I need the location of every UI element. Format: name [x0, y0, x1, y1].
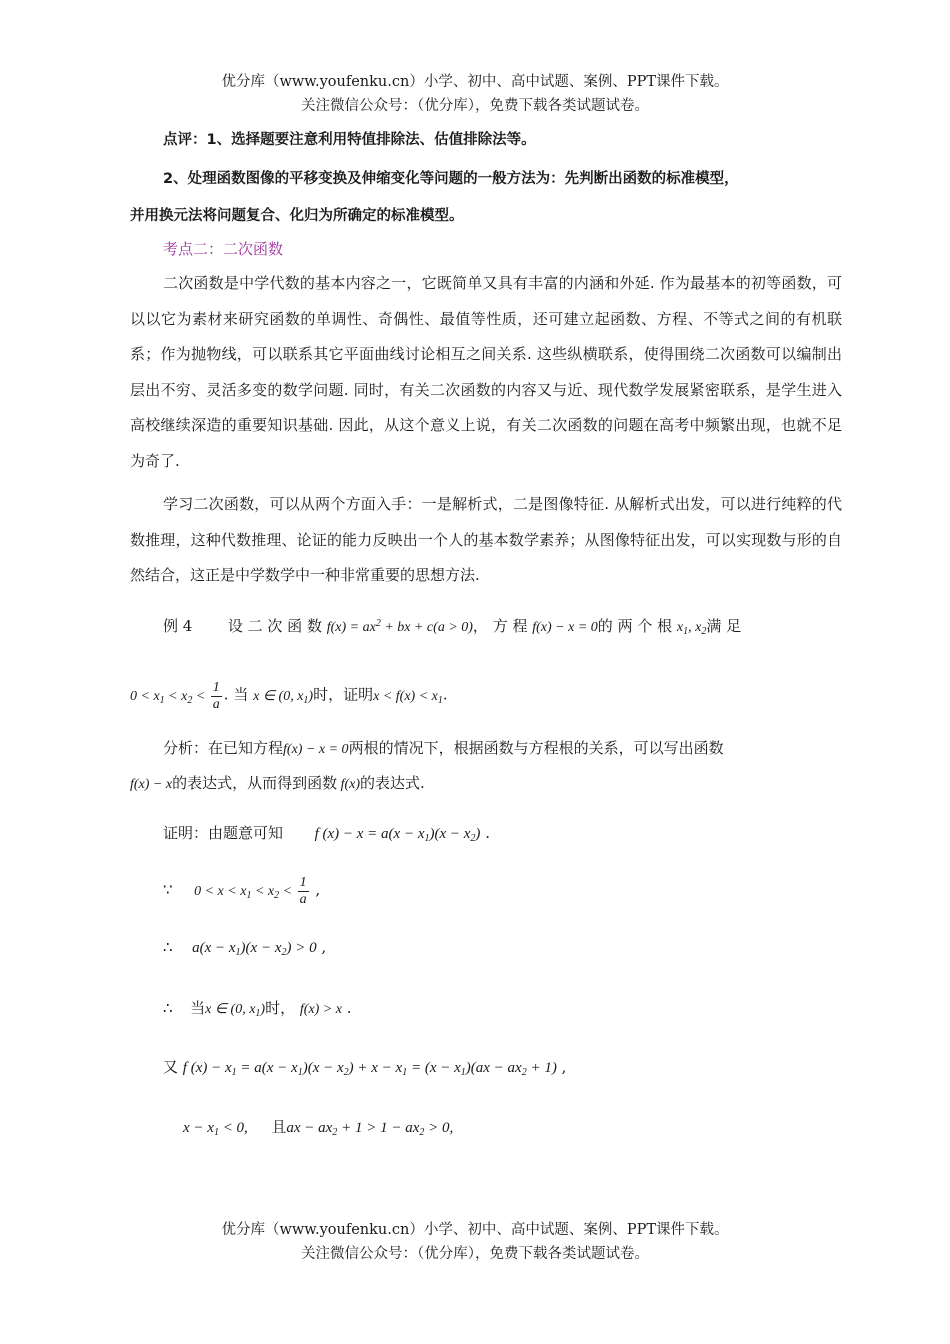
- analysis-prefix: 分析：在已知方程: [163, 739, 284, 757]
- proof-you: 又: [163, 1058, 179, 1076]
- proof-line-2: ∵ $0 < x < x_1 < x_2$ < $\frac{1}{a}$ ,: [163, 875, 321, 907]
- proof-intro: 证明：由题意可知: [163, 824, 284, 842]
- example-text-4: 满 足: [706, 617, 742, 635]
- proof-qie: 且: [271, 1118, 287, 1136]
- proof-formula-6a: $x - x_1 < 0$,: [183, 1120, 248, 1138]
- comment-line-3: 并用换元法将问题复合、化归为所确定的标准模型。: [130, 208, 464, 224]
- example-equation-formula: f(x) − x = 0: [532, 620, 598, 635]
- footer-line-2: 关注微信公众号：（优分库），免费下载各类试题试卷。: [301, 1246, 649, 1262]
- analysis-line-1: [163, 737, 724, 758]
- example-text-2: ， 方 程: [472, 617, 528, 635]
- proof-shi: 时，: [265, 999, 296, 1017]
- example-label: 例 4: [163, 617, 193, 635]
- section-title: 考点二：二次函数: [163, 240, 284, 258]
- proof-line-1: 证明：由题意可知 f $(x) - x = a(x - x_1)(x - x_2)$ .: [163, 824, 490, 844]
- example-line-2: [130, 680, 448, 713]
- analysis-middle: 两根的情况下，根据函数与方程根的关系，可以写出函数: [348, 739, 724, 757]
- analysis-line-2: [130, 772, 425, 793]
- proof-line-6: [183, 1116, 453, 1138]
- example-text-7: .: [442, 685, 448, 704]
- analysis-equation-formula: f(x) − x = 0: [283, 742, 349, 757]
- proof-formula-2: $0 < x < x_1 < x_2$ < $\frac{1}{a}$: [194, 875, 307, 907]
- therefore-symbol-1: ∴: [163, 938, 173, 956]
- comment-line-1: 点评：1、选择题要注意利用特值排除法、估值排除法等。: [163, 132, 536, 148]
- example-condition-formula: $0 < x_1 < x_2$ < $\frac{1}{a}$: [130, 680, 220, 712]
- comment-line-2: 2、处理函数图像的平移变换及伸缩变化等问题的一般方法为：先判断出函数的标准模型，: [163, 171, 739, 187]
- proof-line-3: ∴ $a(x - x_1)(x - x_2) > 0$ ,: [163, 938, 327, 958]
- paragraph-intro: 二次函数是中学代数的基本内容之一，它既简单又具有丰富的内涵和外延. 作为最基本的初等函数，可以以它为素材来研究函数的单调性、奇偶性、最值等性质，还可建立起函数、方程、不等式之间的有机联系；作为抛物线，可以联系其它平面曲线讨论相互之间关系. 这些纵横联系，使得围绕二次函数可以编制出层出不穷、灵活多变的数学问题. 同时，有关二次函数的内容又与近、现代数学发展紧密联系，是学生进入高校继续深造的重要知识基础. 因此，从这个意义上说，有关二次函数的问题在高考中频繁出现，也就不足为奇了.: [130, 274, 842, 470]
- because-symbol: ∵: [163, 880, 173, 899]
- paragraph-approach: 学习二次函数，可以从两个方面入手：一是解析式，二是图像特征. 从解析式出发，可以进行纯粹的代数推理，这种代数推理、论证的能力反映出一个人的基本数学素养；从图像特征出发，可以实现数与形的自然结合，这正是中学数学中一种非常重要的思想方法.: [130, 495, 842, 584]
- proof-line-5: 又 f $(x) - x_1 = a(x - x_1)(x - x_2) + x - x_1 = (x - x_1)(ax - ax_2 + 1)$ ,: [163, 1058, 567, 1078]
- example-roots-formula: $x_1$, $x_2$: [676, 620, 707, 637]
- example-text-6: 时，证明: [313, 685, 374, 704]
- proof-formula-3: $a(x - x_1)(x - x_2) > 0$: [192, 940, 317, 958]
- page-footer: [0, 1218, 950, 1266]
- page-header: [0, 70, 950, 118]
- example-function-formula: $f(x) = ax^2$ + bx + c(a > 0): [326, 618, 473, 635]
- example-text-1: 设 二 次 函 数: [227, 617, 322, 635]
- example-line-1: [163, 615, 741, 637]
- analysis-suffix-2: 的表达式.: [360, 774, 425, 792]
- proof-formula-4: f(x) > x: [299, 1002, 342, 1017]
- therefore-symbol-2: ∴: [163, 999, 173, 1017]
- proof-interval-formula: x ∈ (0, $x_1$): [205, 1002, 266, 1019]
- footer-line-1: 优分库（www.youfenku.cn）小学、初中、高中试题、案例、PPT课件下载。: [221, 1222, 729, 1238]
- proof-formula-6b: ax − $ax_2 + 1 > 1 - ax_2 > 0$,: [286, 1120, 454, 1138]
- proof-line-4: ∴ 当x ∈ (0, $x_1$)时， f(x) > x .: [163, 999, 352, 1019]
- proof-formula-1: f $(x) - x = a(x - x_1)(x - x_2)$: [314, 826, 481, 844]
- analysis-fx-formula: f(x): [337, 777, 361, 792]
- header-line-2: 关注微信公众号：（优分库），免费下载各类试题试卷。: [301, 98, 649, 114]
- example-text-5: . 当: [223, 685, 249, 704]
- proof-dang: 当: [190, 999, 206, 1017]
- example-claim-formula: $x < f(x) < x_1$: [373, 688, 443, 706]
- proof-formula-5: f $(x) - x_1 = a(x - x_1)(x - x_2) + x - x_1 = (x - x_1)(ax - ax_2 + 1)$: [182, 1060, 557, 1078]
- example-interval-formula: x ∈ (0, $x_1$): [253, 688, 314, 706]
- example-text-3: 的 两 个 根: [597, 617, 673, 635]
- analysis-suffix-1: 的表达式，从而得到函数: [172, 774, 338, 792]
- header-line-1: 优分库（www.youfenku.cn）小学、初中、高中试题、案例、PPT课件下载。: [221, 74, 729, 90]
- analysis-expr-formula: f(x) − x: [130, 777, 173, 792]
